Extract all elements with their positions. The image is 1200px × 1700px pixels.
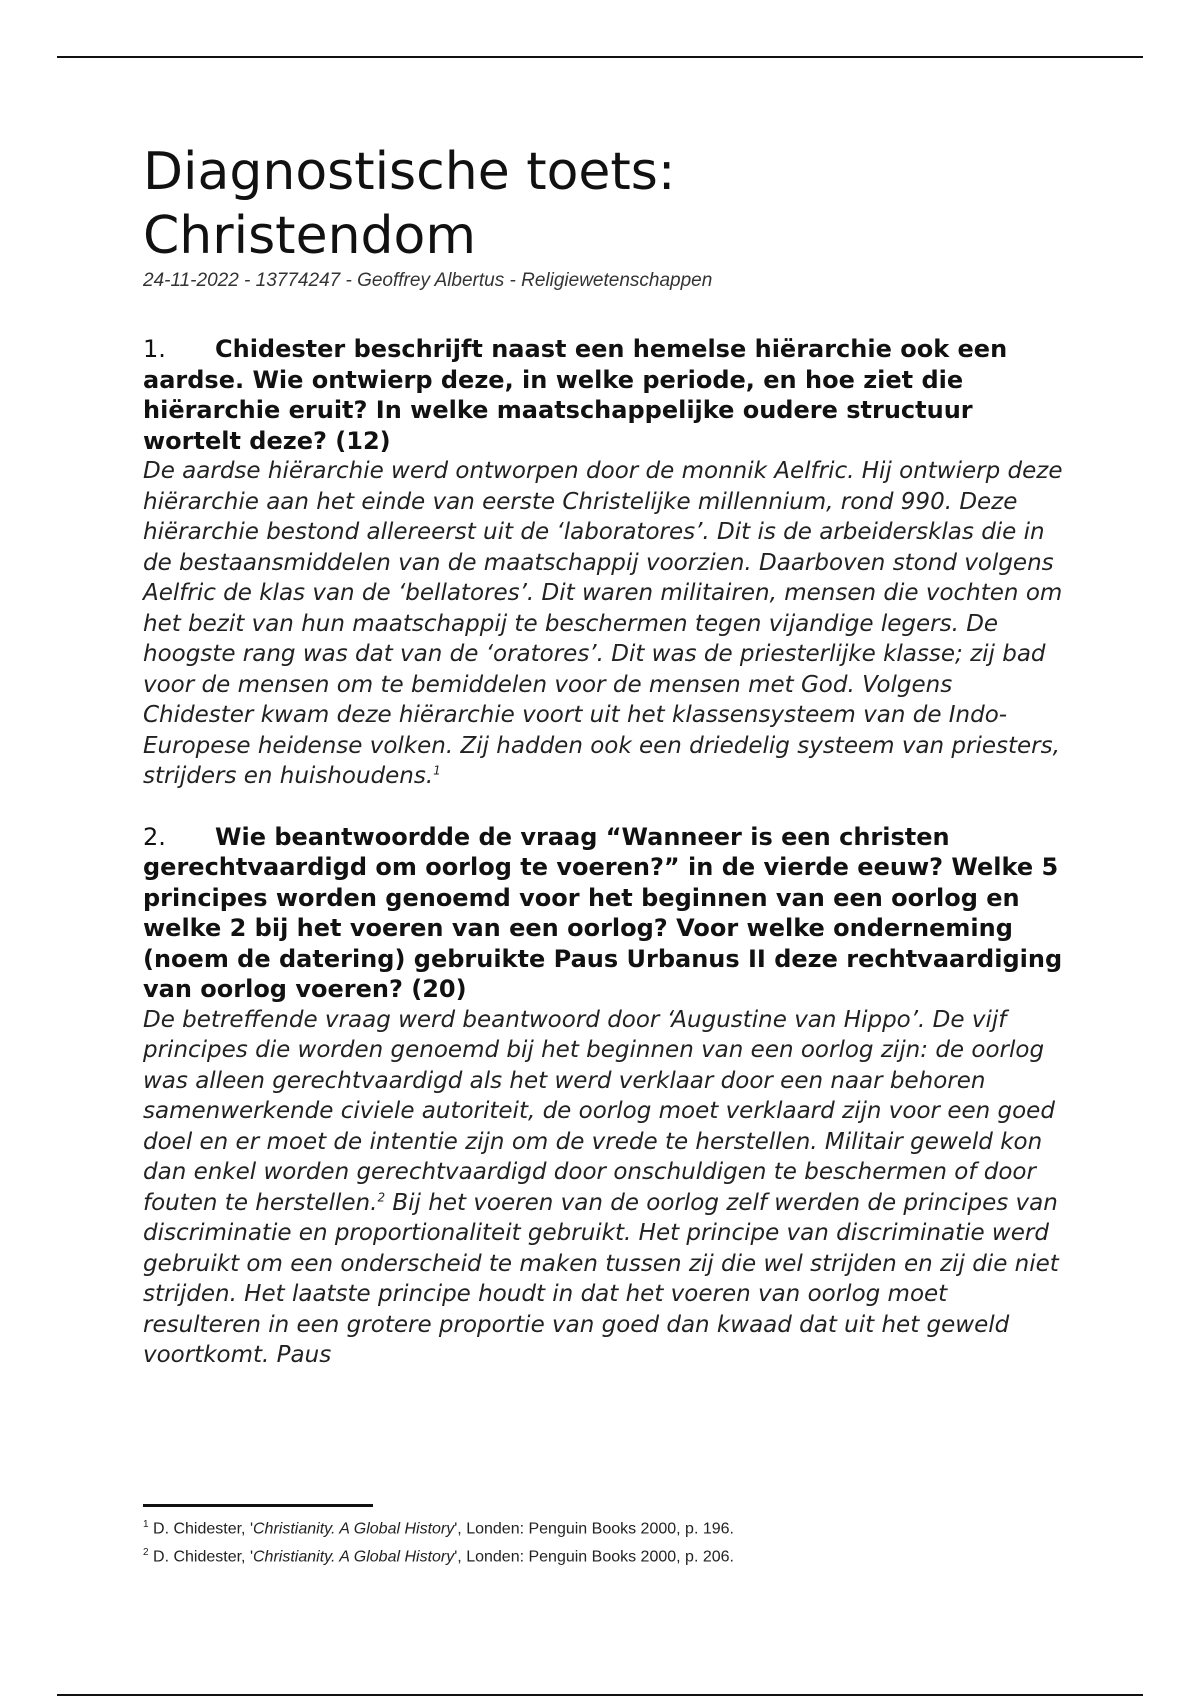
- answer-2: [143, 1005, 1063, 1371]
- footnote-separator: [143, 1504, 373, 1507]
- question-2-text: Wie beantwoordde de vraag “Wanneer is een christen gerechtvaardigd om oorlog te voeren?” in de vierde eeuw? Welke 5 principes worden genoemd voor het beginnen van een oorlog en welke 2 bij het voeren van een oorlog? Voor welke onderneming (noem de datering) gebruikte Paus Urbanus II deze rechtvaardiging van oorlog voeren? (20): [143, 822, 1063, 1003]
- footnote-1-prefix: D. Chidester, ': [148, 1520, 253, 1538]
- answer-1: [143, 456, 1063, 792]
- footnote-1: [143, 1513, 1063, 1541]
- footnote-1-work: Christianity. A Global History: [253, 1520, 455, 1538]
- footnote-2-number: 2: [143, 1547, 149, 1559]
- footnote-1-suffix: ', Londen: Penguin Books 2000, p. 196.: [454, 1520, 734, 1538]
- page-top-rule: [57, 56, 1143, 58]
- page-bottom-rule: [57, 1694, 1143, 1696]
- footnote-2-prefix: D. Chidester, ': [148, 1548, 253, 1566]
- footnote-2-work: Christianity. A Global History: [253, 1548, 455, 1566]
- question-2-number: 2.: [143, 822, 166, 851]
- question-1: [143, 334, 1063, 456]
- answer-2-text-part2: Bij het voeren van de oorlog zelf werden de principes van discriminatie en proportionaliteit gebruikt. Het principe van discriminatie werd gebruikt om een onderscheid te maken tussen zij die wel strijden en zij die niet strijden. Het laatste principe houdt in dat het voeren van oorlog moet resulteren in een grotere proportie van goed dan kwaad dat uit het geweld voortkomt. Paus: [143, 1189, 1059, 1368]
- footnote-ref-1[interactable]: 1: [433, 763, 441, 778]
- document-body: [143, 140, 1063, 1371]
- title-line-1: Diagnostische toets:: [143, 142, 676, 202]
- footnote-1-number: 1: [143, 1519, 149, 1530]
- footnote-ref-2[interactable]: 2: [377, 1189, 386, 1204]
- footnote-2: [143, 1541, 1063, 1569]
- footnote-2-suffix: ', Londen: Penguin Books 2000, p. 206.: [454, 1548, 734, 1566]
- question-1-number: 1.: [143, 335, 166, 363]
- question-2: [143, 822, 1063, 1005]
- document-meta: 24-11-2022 - 13774247 - Geoffrey Albertus - Religiewetenschappen: [143, 270, 713, 291]
- title-line-2: Christendom: [143, 206, 476, 266]
- answer-2-text-part1: De betreffende vraag werd beantwoord door ‘Augustine van Hippo’. De vijf principes die worden genoemd bij het beginnen van een oorlog zijn: de oorlog was alleen gerechtvaardigd als het werd verklaar door een naar behoren samenwerkende civiele autoriteit, de oorlog moet verklaard zijn voor een goed doel en er moet de intentie zijn om de vrede te herstellen. Militair geweld kon dan enkel worden gerechtvaardigd door onschuldigen te beschermen of door fouten te herstellen.: [143, 1006, 1055, 1216]
- question-1-text: Chidester beschrijft naast een hemelse hiërarchie ook een aardse. Wie ontwierp deze, in welke periode, en hoe ziet die hiërarchie eruit? In welke maatschappelijke oudere structuur wortelt deze? (12): [143, 335, 1008, 455]
- footnotes: [143, 1504, 1063, 1570]
- document-title: [143, 140, 1063, 268]
- answer-1-text: De aardse hiërarchie werd ontworpen door de monnik Aelfric. Hij ontwierp deze hiërarchie aan het einde van eerste Christelijke millennium, rond 990. Deze hiërarchie bestond allereerst uit de ‘laboratores’. Dit is de arbeidersklas die in de bestaansmiddelen van de maatschappij voorzien. Daarboven stond volgens Aelfric de klas van de ‘bellatores’. Dit waren militairen, mensen die vochten om het bezit van hun maatschappij te beschermen tegen vijandige legers. De hoogste rang was dat van de ‘oratores’. Dit was de priesterlijke klasse; zij bad voor de mensen om te bemiddelen voor de mensen met God. Volgens Chidester kwam deze hiërarchie voort uit het klassensysteem van de Indo-Europese heidense volken. Zij hadden ook een driedelig systeem van priesters, strijders en huishoudens.: [143, 458, 1063, 789]
